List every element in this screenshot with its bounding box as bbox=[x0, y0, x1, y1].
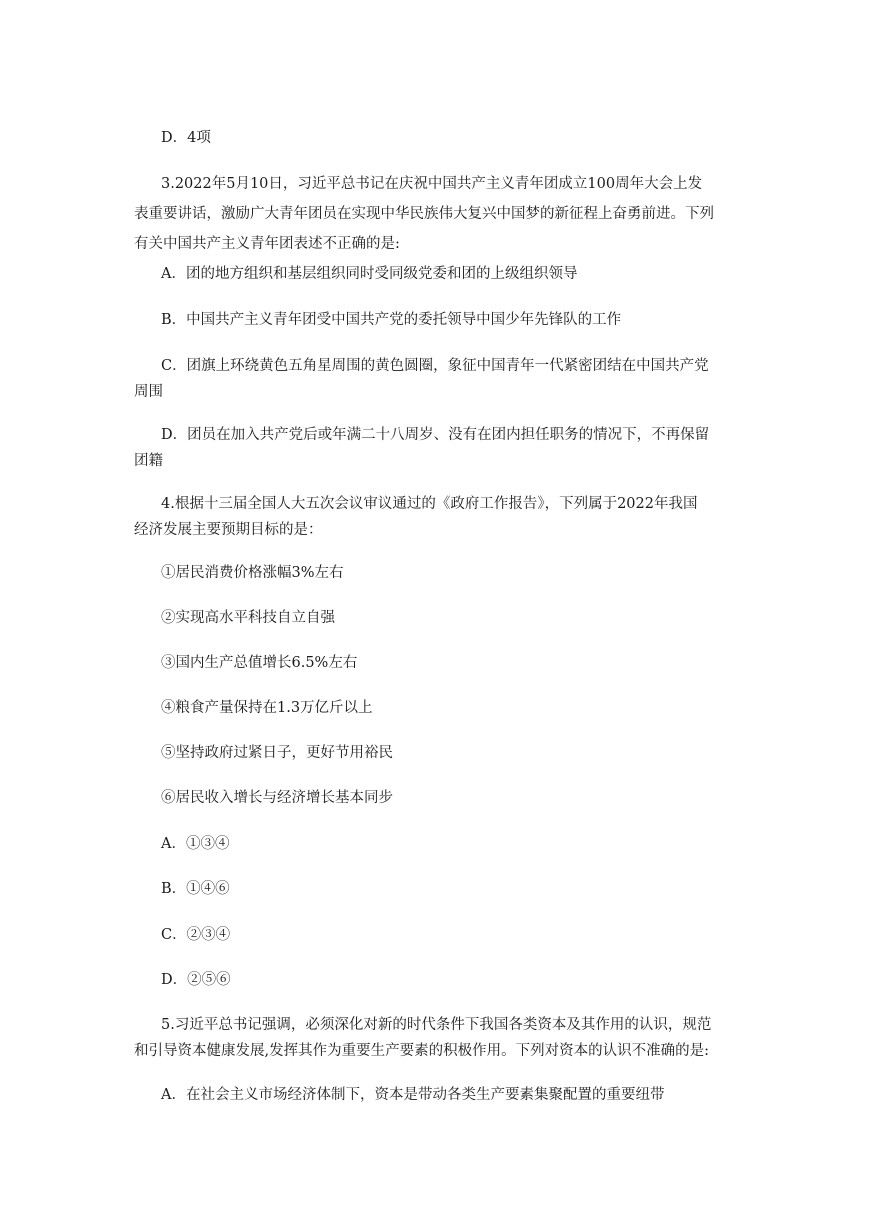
option-a-q3: A．团的地方组织和基层组织同时受同级党委和团的上级组织领导 bbox=[161, 266, 578, 282]
option-d-q3-line-2: 团籍 bbox=[134, 453, 163, 469]
question-5-stem-line-2: 和引导资本健康发展,发挥其作为重要生产要素的积极作用。下列对资本的认识不准确的是: bbox=[134, 1043, 709, 1059]
question-4-stem-line-2: 经济发展主要预期目标的是： bbox=[134, 522, 323, 538]
option-c-q4: C．②③④ bbox=[161, 927, 231, 943]
question-3-stem-line-1: 3.2022年5月10日，习近平总书记在庆祝中国共产主义青年团成立100周年大会上发 bbox=[161, 176, 703, 192]
option-c-q3-line-1: C．团旗上环绕黄色五角星周围的黄色圆圈，象征中国青年一代紧密团结在中国共产党 bbox=[161, 358, 709, 374]
q4-item-6: ⑥居民收入增长与经济增长基本同步 bbox=[161, 790, 393, 806]
option-c-q3-line-2: 周围 bbox=[134, 384, 163, 400]
option-d-q2: D．4项 bbox=[161, 130, 211, 146]
q4-item-5: ⑤坚持政府过紧日子，更好节用裕民 bbox=[161, 745, 393, 761]
option-b-q3: B．中国共产主义青年团受中国共产党的委托领导中国少年先锋队的工作 bbox=[161, 312, 622, 328]
question-5-stem-line-1: 5.习近平总书记强调，必须深化对新的时代条件下我国各类资本及其作用的认识，规范 bbox=[161, 1017, 712, 1033]
q4-item-2: ②实现高水平科技自立自强 bbox=[161, 610, 335, 626]
option-a-q4: A．①③④ bbox=[161, 836, 230, 852]
question-3-stem-line-2: 表重要讲话，激励广大青年团员在实现中华民族伟大复兴中国梦的新征程上奋勇前进。下列 bbox=[134, 206, 714, 222]
question-3-stem-line-3: 有关中国共产主义青年团表述不正确的是: bbox=[134, 236, 400, 252]
option-d-q3-line-1: D．团员在加入共产党后或年满二十八周岁、没有在团内担任职务的情况下，不再保留 bbox=[161, 427, 710, 443]
option-a-q5: A．在社会主义市场经济体制下，资本是带动各类生产要素集聚配置的重要纽带 bbox=[161, 1087, 665, 1103]
q4-item-4: ④粮食产量保持在1.3万亿斤以上 bbox=[161, 700, 373, 716]
question-4-stem-line-1: 4.根据十三届全国人大五次会议审议通过的《政府工作报告》，下列属于2022年我国 bbox=[161, 496, 698, 512]
option-d-q4: D．②⑤⑥ bbox=[161, 972, 231, 988]
q4-item-1: ①居民消费价格涨幅3%左右 bbox=[161, 565, 344, 581]
option-b-q4: B．①④⑥ bbox=[161, 881, 230, 897]
q4-item-3: ③国内生产总值增长6.5%左右 bbox=[161, 655, 358, 671]
